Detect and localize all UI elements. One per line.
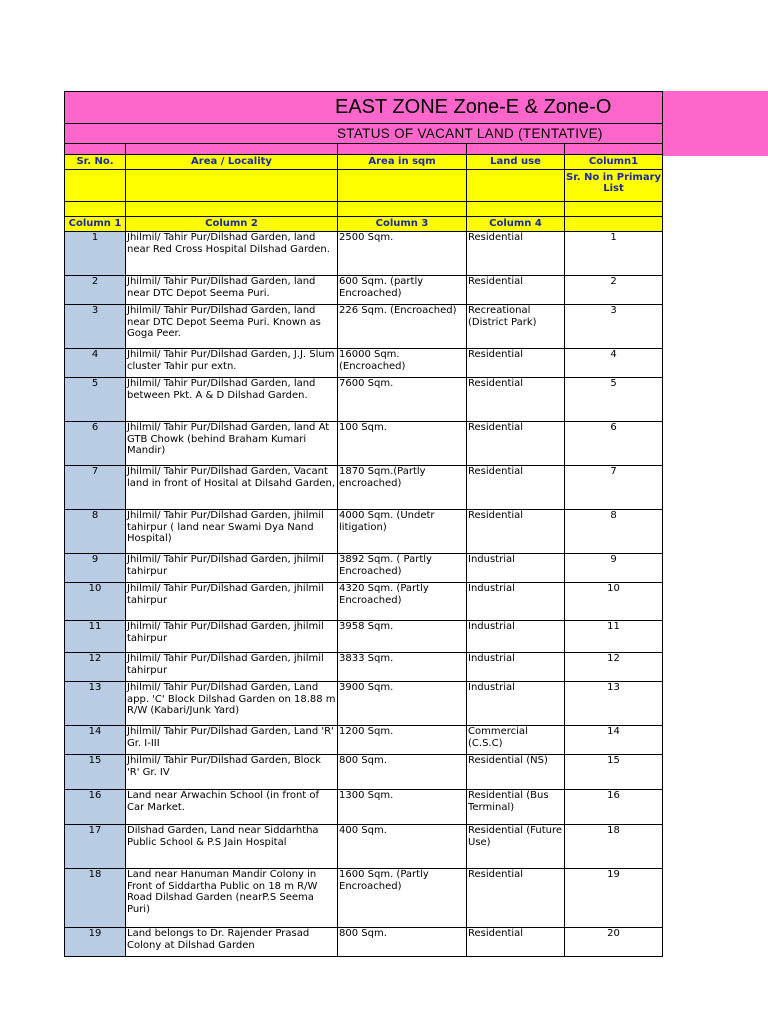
sheet-subtitle: STATUS OF VACANT LAND (TENTATIVE) bbox=[65, 124, 663, 144]
table-row bbox=[65, 653, 663, 682]
cell-sr-no[interactable]: 4 bbox=[65, 349, 126, 378]
cell-area-sqm[interactable]: 1300 Sqm. bbox=[338, 790, 467, 825]
sheet-title: EAST ZONE Zone-E & Zone-O bbox=[65, 92, 663, 124]
cell-sr-no[interactable]: 1 bbox=[65, 232, 126, 276]
col-label-1[interactable]: Column 1 bbox=[65, 217, 126, 232]
cell-area-locality[interactable]: Jhilmil/ Tahir Pur/Dilshad Garden, jhilmil tahirpur ( land near Swami Dya Nand Hospital) bbox=[126, 510, 338, 554]
cell-sr-no[interactable]: 7 bbox=[65, 466, 126, 510]
table-row bbox=[65, 928, 663, 957]
cell-primary-sr[interactable]: 13 bbox=[565, 682, 663, 726]
cell-area-locality[interactable]: Jhilmil/ Tahir Pur/Dilshad Garden, land near DTC Depot Seema Puri. Known as Goga Peer. bbox=[126, 305, 338, 349]
cell-area-locality[interactable]: Jhilmil/ Tahir Pur/Dilshad Garden, Land app. 'C' Block Dilshad Garden on 18.88 m R/W (Kabari/Junk Yard) bbox=[126, 682, 338, 726]
cell-sr-no[interactable]: 14 bbox=[65, 726, 126, 755]
cell-land-use[interactable]: Residential bbox=[467, 422, 565, 466]
cell-area-sqm[interactable]: 400 Sqm. bbox=[338, 825, 467, 869]
header-area-locality[interactable]: Area / Locality bbox=[126, 155, 338, 170]
cell-land-use[interactable]: Residential bbox=[467, 928, 565, 957]
cell-sr-no[interactable]: 18 bbox=[65, 869, 126, 928]
table-row bbox=[65, 422, 663, 466]
cell-area-sqm[interactable]: 100 Sqm. bbox=[338, 422, 467, 466]
cell-sr-no[interactable]: 17 bbox=[65, 825, 126, 869]
table-row bbox=[65, 682, 663, 726]
cell-sr-no[interactable]: 13 bbox=[65, 682, 126, 726]
cell-primary-sr[interactable]: 11 bbox=[565, 621, 663, 653]
table-row bbox=[65, 726, 663, 755]
cell-land-use[interactable]: Residential bbox=[467, 378, 565, 422]
cell-land-use[interactable]: Residential bbox=[467, 466, 565, 510]
header-row-3 bbox=[65, 202, 663, 217]
table-row bbox=[65, 232, 663, 276]
pink-header-extension bbox=[662, 91, 768, 156]
cell-area-locality[interactable]: Jhilmil/ Tahir Pur/Dilshad Garden, J.J. Slum cluster Tahir pur extn. bbox=[126, 349, 338, 378]
cell-area-sqm[interactable]: 3833 Sqm. bbox=[338, 653, 467, 682]
cell-land-use[interactable]: Industrial bbox=[467, 621, 565, 653]
cell-sr-no[interactable]: 19 bbox=[65, 928, 126, 957]
table-row bbox=[65, 869, 663, 928]
header-sr-primary[interactable]: Sr. No in Primary List bbox=[565, 170, 663, 202]
header-row bbox=[65, 155, 663, 170]
cell-area-sqm[interactable]: 3958 Sqm. bbox=[338, 621, 467, 653]
title-row bbox=[65, 92, 663, 124]
cell-land-use[interactable]: Residential bbox=[467, 869, 565, 928]
cell-area-sqm[interactable]: 800 Sqm. bbox=[338, 755, 467, 790]
col-label-2[interactable]: Column 2 bbox=[126, 217, 338, 232]
table-row bbox=[65, 510, 663, 554]
cell-area-sqm[interactable]: 800 Sqm. bbox=[338, 928, 467, 957]
cell-land-use[interactable]: Residential bbox=[467, 232, 565, 276]
table-body bbox=[65, 232, 663, 957]
cell-sr-no[interactable]: 9 bbox=[65, 554, 126, 583]
table-row bbox=[65, 825, 663, 869]
cell-primary-sr[interactable]: 20 bbox=[565, 928, 663, 957]
cell-primary-sr[interactable]: 9 bbox=[565, 554, 663, 583]
cell-sr-no[interactable]: 6 bbox=[65, 422, 126, 466]
cell-area-sqm[interactable]: 1870 Sqm.(Partly encroached) bbox=[338, 466, 467, 510]
cell-sr-no[interactable]: 12 bbox=[65, 653, 126, 682]
cell-primary-sr[interactable]: 10 bbox=[565, 583, 663, 621]
column-label-row bbox=[65, 217, 663, 232]
cell-sr-no[interactable]: 11 bbox=[65, 621, 126, 653]
cell-sr-no[interactable]: 5 bbox=[65, 378, 126, 422]
cell-primary-sr[interactable]: 16 bbox=[565, 790, 663, 825]
cell-land-use[interactable]: Industrial bbox=[467, 653, 565, 682]
cell-sr-no[interactable]: 2 bbox=[65, 276, 126, 305]
cell-area-locality[interactable]: Jhilmil/ Tahir Pur/Dilshad Garden, Vacant land in front of Hosital at Dilsahd Garden, bbox=[126, 466, 338, 510]
table-row bbox=[65, 466, 663, 510]
cell-area-locality[interactable]: Jhilmil/ Tahir Pur/Dilshad Garden, jhilmil tahirpur bbox=[126, 583, 338, 621]
cell-primary-sr[interactable]: 18 bbox=[565, 825, 663, 869]
cell-primary-sr[interactable]: 15 bbox=[565, 755, 663, 790]
cell-area-locality[interactable]: Jhilmil/ Tahir Pur/Dilshad Garden, land At GTB Chowk (behind Braham Kumari Mandir) bbox=[126, 422, 338, 466]
col-label-4[interactable]: Column 4 bbox=[467, 217, 565, 232]
col-label-3[interactable]: Column 3 bbox=[338, 217, 467, 232]
cell-area-sqm[interactable]: 4000 Sqm. (Undetr litigation) bbox=[338, 510, 467, 554]
cell-land-use[interactable]: Commercial (C.S.C) bbox=[467, 726, 565, 755]
cell-area-locality[interactable]: Dilshad Garden, Land near Siddarhtha Public School & P.S Jain Hospital bbox=[126, 825, 338, 869]
cell-primary-sr[interactable]: 14 bbox=[565, 726, 663, 755]
spreadsheet bbox=[64, 91, 662, 957]
cell-area-sqm[interactable]: 2500 Sqm. bbox=[338, 232, 467, 276]
cell-primary-sr[interactable]: 1 bbox=[565, 232, 663, 276]
cell-area-locality[interactable]: Jhilmil/ Tahir Pur/Dilshad Garden, jhilmil tahirpur bbox=[126, 621, 338, 653]
cell-land-use[interactable]: Industrial bbox=[467, 583, 565, 621]
cell-primary-sr[interactable]: 2 bbox=[565, 276, 663, 305]
cell-area-locality[interactable]: Jhilmil/ Tahir Pur/Dilshad Garden, Block 'R' Gr. IV bbox=[126, 755, 338, 790]
table-row bbox=[65, 790, 663, 825]
cell-land-use[interactable]: Residential bbox=[467, 510, 565, 554]
cell-area-locality[interactable]: Land near Arwachin School (in front of Car Market. bbox=[126, 790, 338, 825]
header-column1[interactable]: Column1 bbox=[565, 155, 663, 170]
header-sr-no[interactable]: Sr. No. bbox=[65, 155, 126, 170]
cell-area-sqm[interactable]: 226 Sqm. (Encroached) bbox=[338, 305, 467, 349]
cell-primary-sr[interactable]: 6 bbox=[565, 422, 663, 466]
cell-area-sqm[interactable]: 7600 Sqm. bbox=[338, 378, 467, 422]
cell-area-sqm[interactable]: 3892 Sqm. ( Partly Encroached) bbox=[338, 554, 467, 583]
cell-area-locality[interactable]: Jhilmil/ Tahir Pur/Dilshad Garden, jhilmil tahirpur bbox=[126, 554, 338, 583]
cell-primary-sr[interactable]: 8 bbox=[565, 510, 663, 554]
cell-area-locality[interactable]: Jhilmil/ Tahir Pur/Dilshad Garden, land near Red Cross Hospital Dilshad Garden. bbox=[126, 232, 338, 276]
cell-land-use[interactable]: Residential bbox=[467, 349, 565, 378]
subtitle-row bbox=[65, 124, 663, 144]
table-row bbox=[65, 276, 663, 305]
cell-sr-no[interactable]: 10 bbox=[65, 583, 126, 621]
table-row bbox=[65, 305, 663, 349]
cell-primary-sr[interactable]: 19 bbox=[565, 869, 663, 928]
cell-area-sqm[interactable]: 600 Sqm. (partly Encroached) bbox=[338, 276, 467, 305]
header-land-use[interactable]: Land use bbox=[467, 155, 565, 170]
cell-area-sqm[interactable]: 1200 Sqm. bbox=[338, 726, 467, 755]
cell-area-locality[interactable]: Land belongs to Dr. Rajender Prasad Colony at Dilshad Garden bbox=[126, 928, 338, 957]
table-row bbox=[65, 554, 663, 583]
table-row bbox=[65, 621, 663, 653]
table-row bbox=[65, 349, 663, 378]
cell-land-use[interactable]: Residential (Bus Terminal) bbox=[467, 790, 565, 825]
cell-primary-sr[interactable]: 5 bbox=[565, 378, 663, 422]
cell-primary-sr[interactable]: 3 bbox=[565, 305, 663, 349]
header-area-sqm[interactable]: Area in sqm bbox=[338, 155, 467, 170]
cell-area-locality[interactable]: Land near Hanuman Mandir Colony in Front of Siddartha Public on 18 m R/W Road Dilshad Garden (nearP.S Seema Puri) bbox=[126, 869, 338, 928]
cell-sr-no[interactable]: 3 bbox=[65, 305, 126, 349]
cell-land-use[interactable]: Residential (Future Use) bbox=[467, 825, 565, 869]
cell-primary-sr[interactable]: 7 bbox=[565, 466, 663, 510]
cell-land-use[interactable]: Residential (NS) bbox=[467, 755, 565, 790]
cell-area-sqm[interactable]: 1600 Sqm. (Partly Encroached) bbox=[338, 869, 467, 928]
cell-area-locality[interactable]: Jhilmil/ Tahir Pur/Dilshad Garden, land between Pkt. A & D Dilshad Garden. bbox=[126, 378, 338, 422]
cell-sr-no[interactable]: 8 bbox=[65, 510, 126, 554]
spacer-row bbox=[65, 144, 663, 155]
table-row bbox=[65, 755, 663, 790]
cell-land-use[interactable]: Industrial bbox=[467, 682, 565, 726]
cell-area-sqm[interactable]: 3900 Sqm. bbox=[338, 682, 467, 726]
cell-area-sqm[interactable]: 16000 Sqm. (Encroached) bbox=[338, 349, 467, 378]
cell-primary-sr[interactable]: 4 bbox=[565, 349, 663, 378]
cell-primary-sr[interactable]: 12 bbox=[565, 653, 663, 682]
cell-sr-no[interactable]: 16 bbox=[65, 790, 126, 825]
header-row-2 bbox=[65, 170, 663, 202]
table-row bbox=[65, 583, 663, 621]
vacant-land-table bbox=[64, 91, 663, 957]
cell-area-locality[interactable]: Jhilmil/ Tahir Pur/Dilshad Garden, Land 'R' Gr. I-III bbox=[126, 726, 338, 755]
table-row bbox=[65, 378, 663, 422]
cell-land-use[interactable]: Industrial bbox=[467, 554, 565, 583]
cell-land-use[interactable]: Residential bbox=[467, 276, 565, 305]
cell-sr-no[interactable]: 15 bbox=[65, 755, 126, 790]
cell-area-locality[interactable]: Jhilmil/ Tahir Pur/Dilshad Garden, jhilmil tahirpur bbox=[126, 653, 338, 682]
cell-area-locality[interactable]: Jhilmil/ Tahir Pur/Dilshad Garden, land near DTC Depot Seema Puri. bbox=[126, 276, 338, 305]
cell-land-use[interactable]: Recreational (District Park) bbox=[467, 305, 565, 349]
cell-area-sqm[interactable]: 4320 Sqm. (Partly Encroached) bbox=[338, 583, 467, 621]
